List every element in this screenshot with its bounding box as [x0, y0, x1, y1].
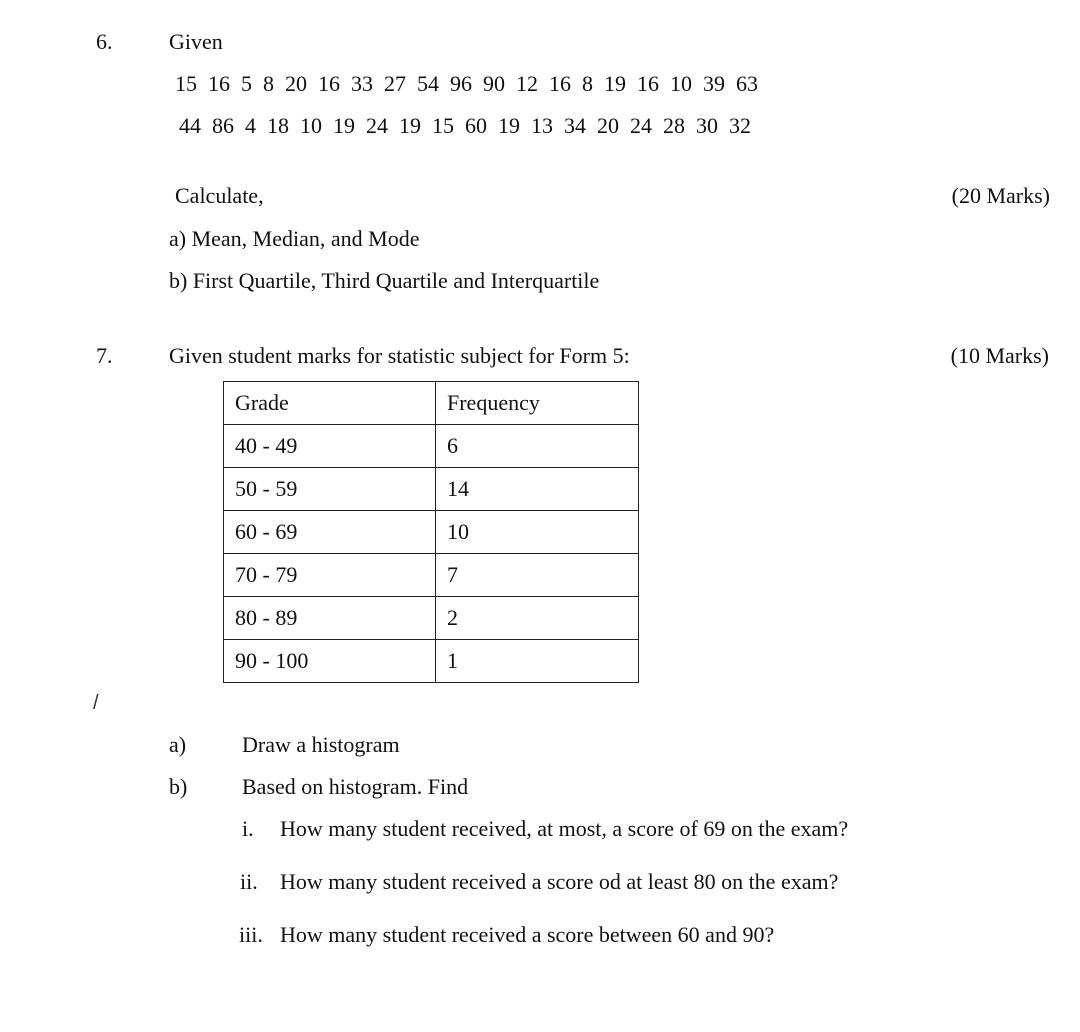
data-value: 60: [465, 113, 487, 138]
data-value: 10: [300, 113, 322, 138]
table-row: [224, 554, 639, 597]
table-cell-frequency: 7: [436, 554, 639, 597]
data-value: 54: [417, 71, 439, 96]
sub-question-i-text: How many student received, at most, a score of 69 on the exam?: [280, 816, 849, 841]
table-cell-frequency: 6: [436, 425, 639, 468]
data-value: 32: [729, 113, 751, 138]
data-value: 24: [366, 113, 388, 138]
data-value: 16: [637, 71, 659, 96]
data-value: 19: [604, 71, 626, 96]
data-value: 16: [318, 71, 340, 96]
table-header-row: [224, 382, 639, 425]
data-value: 16: [549, 71, 571, 96]
table-row: [224, 511, 639, 554]
data-value: 10: [670, 71, 692, 96]
data-value: 27: [384, 71, 406, 96]
data-value: 8: [582, 71, 593, 96]
table-cell-frequency: 1: [436, 640, 639, 683]
data-value: 96: [450, 71, 472, 96]
table-cell-grade: 60 - 69: [224, 511, 436, 554]
question-7-number: 7.: [96, 343, 113, 368]
question-6-part-b: b) First Quartile, Third Quartile and Interquartile: [169, 268, 600, 293]
data-row-1: [175, 73, 769, 95]
data-value: 90: [483, 71, 505, 96]
question-7-intro: Given student marks for statistic subject for Form 5:: [169, 343, 630, 368]
question-7-part-a-text: Draw a histogram: [242, 732, 400, 757]
sub-question-ii-text: How many student received a score od at least 80 on the exam?: [280, 869, 839, 894]
question-6-part-a: a) Mean, Median, and Mode: [169, 226, 420, 251]
data-value: 19: [333, 113, 355, 138]
stray-slash-mark: /: [93, 692, 99, 714]
table-cell-frequency: 10: [436, 511, 639, 554]
data-value: 19: [399, 113, 421, 138]
data-value: 28: [663, 113, 685, 138]
table-cell-grade: 50 - 59: [224, 468, 436, 511]
data-value: 86: [212, 113, 234, 138]
question-6-calculate: Calculate,: [175, 183, 264, 208]
data-value: 18: [267, 113, 289, 138]
data-value: 63: [736, 71, 758, 96]
table-row: [224, 468, 639, 511]
question-6-intro: Given: [169, 29, 223, 54]
data-value: 39: [703, 71, 725, 96]
data-row-2: [179, 115, 762, 137]
table-header-frequency: Frequency: [436, 382, 639, 425]
data-value: 44: [179, 113, 201, 138]
table-row: [224, 597, 639, 640]
sub-question-iii-text: How many student received a score between 60 and 90?: [280, 922, 775, 947]
sub-question-ii-label: ii.: [240, 869, 258, 894]
question-7-marks: (10 Marks): [950, 343, 1049, 368]
frequency-table: [223, 381, 639, 683]
data-value: 5: [241, 71, 252, 96]
question-6-marks: (20 Marks): [951, 183, 1050, 208]
sub-question-iii-label: iii.: [239, 922, 263, 947]
table-row: [224, 425, 639, 468]
sub-question-i-label: i.: [242, 816, 254, 841]
question-7-part-b-text: Based on histogram. Find: [242, 774, 469, 799]
data-value: 8: [263, 71, 274, 96]
table-cell-grade: 70 - 79: [224, 554, 436, 597]
data-value: 15: [432, 113, 454, 138]
table-cell-grade: 40 - 49: [224, 425, 436, 468]
data-value: 13: [531, 113, 553, 138]
question-7-part-b-label: b): [169, 774, 188, 799]
data-value: 4: [245, 113, 256, 138]
table-cell-grade: 90 - 100: [224, 640, 436, 683]
table-header-grade: Grade: [224, 382, 436, 425]
table-cell-frequency: 14: [436, 468, 639, 511]
data-value: 24: [630, 113, 652, 138]
question-7-part-a-label: a): [169, 732, 187, 757]
data-value: 30: [696, 113, 718, 138]
data-value: 12: [516, 71, 538, 96]
data-value: 20: [285, 71, 307, 96]
data-value: 34: [564, 113, 586, 138]
data-value: 15: [175, 71, 197, 96]
data-value: 19: [498, 113, 520, 138]
data-value: 20: [597, 113, 619, 138]
table-row: [224, 640, 639, 683]
table-cell-frequency: 2: [436, 597, 639, 640]
data-value: 33: [351, 71, 373, 96]
question-6-number: 6.: [96, 29, 113, 54]
table-cell-grade: 80 - 89: [224, 597, 436, 640]
data-value: 16: [208, 71, 230, 96]
